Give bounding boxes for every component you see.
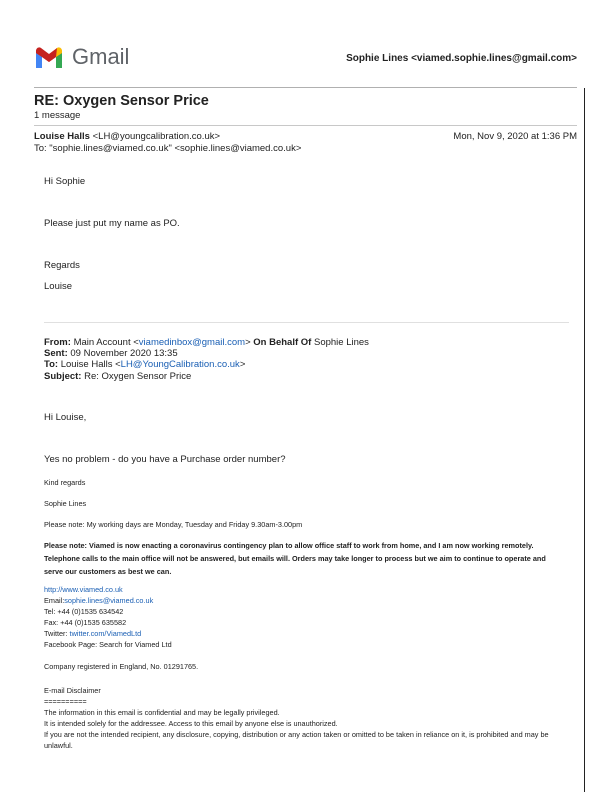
from-label: From: bbox=[44, 337, 71, 348]
contact-block bbox=[44, 584, 564, 650]
kind-regards: Kind regards bbox=[44, 478, 86, 487]
behalf-label: On Behalf Of bbox=[253, 337, 312, 348]
disclaimer-line-2: It is intended solely for the addressee. Access to this email by anyone else is unauthorized. bbox=[44, 719, 338, 728]
quoted-to bbox=[44, 359, 245, 370]
body-regards: Regards bbox=[44, 260, 80, 271]
tel-line: Tel: +44 (0)1535 634542 bbox=[44, 607, 124, 616]
from-email-link[interactable]: viamedinbox@gmail.com bbox=[138, 337, 246, 348]
subject-label: Subject: bbox=[44, 371, 82, 382]
subject-value: Re: Oxygen Sensor Price bbox=[84, 371, 192, 382]
sender bbox=[34, 131, 220, 142]
header-divider bbox=[34, 87, 577, 88]
message-count: 1 message bbox=[34, 110, 81, 121]
quoted-line-1: Yes no problem - do you have a Purchase order number? bbox=[44, 454, 286, 465]
body-line-1: Please just put my name as PO. bbox=[44, 218, 180, 229]
email-line bbox=[44, 595, 564, 606]
quote-divider bbox=[44, 322, 569, 323]
behalf-value: Sophie Lines bbox=[313, 337, 369, 348]
twitter-line bbox=[44, 628, 564, 639]
thread-subject: RE: Oxygen Sensor Price bbox=[34, 93, 209, 109]
body-name: Louise bbox=[44, 281, 72, 292]
account-label: Sophie Lines <viamed.sophie.lines@gmail.com> bbox=[346, 53, 577, 64]
website-link[interactable]: http://www.viamed.co.uk bbox=[44, 585, 123, 594]
working-days-note: Please note: My working days are Monday, Tuesday and Friday 9.30am-3.00pm bbox=[44, 520, 303, 529]
sender-email: <LH@youngcalibration.co.uk> bbox=[92, 131, 221, 142]
disclaimer-line-3: If you are not the intended recipient, any disclosure, copying, distribution or any action taken or omitted to be taken in reliance on it, is prohibited and may be bbox=[44, 730, 549, 739]
notice-line-3: serve our customers as best we can. bbox=[44, 567, 172, 576]
gmail-logo bbox=[34, 44, 134, 70]
sent-label: Sent: bbox=[44, 348, 68, 359]
disclaimer-rule: ========== bbox=[44, 697, 87, 706]
coronavirus-notice bbox=[44, 540, 574, 577]
page-edge-line bbox=[584, 88, 585, 792]
message-date: Mon, Nov 9, 2020 at 1:36 PM bbox=[453, 131, 577, 142]
signer-name: Sophie Lines bbox=[44, 499, 87, 508]
recipient-line: To: "sophie.lines@viamed.co.uk" <sophie.lines@viamed.co.uk> bbox=[34, 143, 302, 154]
fax-line: Fax: +44 (0)1535 635582 bbox=[44, 618, 127, 627]
quoted-sent bbox=[44, 348, 178, 359]
disclaimer bbox=[44, 685, 574, 751]
company-registration: Company registered in England, No. 01291765. bbox=[44, 662, 199, 671]
sent-value: 09 November 2020 13:35 bbox=[70, 348, 178, 359]
disclaimer-title: E-mail Disclaimer bbox=[44, 686, 101, 695]
email-label: Email: bbox=[44, 596, 65, 605]
body-greeting: Hi Sophie bbox=[44, 176, 86, 187]
quoted-subject bbox=[44, 371, 191, 382]
notice-line-1: Please note: Viamed is now enacting a coronavirus contingency plan to allow office staff to work from home, and I am now working remotely. bbox=[44, 541, 534, 550]
from-close: > bbox=[245, 337, 251, 348]
twitter-link[interactable]: twitter.com/ViamedLtd bbox=[69, 629, 142, 638]
sender-name: Louise Halls bbox=[34, 131, 90, 142]
thread-divider bbox=[34, 125, 577, 126]
notice-line-2: Telephone calls to the main office will not be answered, but emails will. Orders may take longer to process but we aim to continue to operate and bbox=[44, 554, 546, 563]
disclaimer-line-4: unlawful. bbox=[44, 741, 73, 750]
from-value: Main Account < bbox=[73, 337, 139, 348]
to-label: To: bbox=[44, 359, 59, 370]
to-value: Louise Halls < bbox=[60, 359, 121, 370]
email-link[interactable]: sophie.lines@viamed.co.uk bbox=[64, 596, 154, 605]
quoted-greeting: Hi Louise, bbox=[44, 412, 87, 423]
quoted-from bbox=[44, 337, 369, 348]
twitter-label: Twitter: bbox=[44, 629, 70, 638]
gmail-m-icon bbox=[34, 46, 64, 68]
to-email-link[interactable]: LH@YoungCalibration.co.uk bbox=[120, 359, 240, 370]
facebook-line: Facebook Page: Search for Viamed Ltd bbox=[44, 640, 172, 649]
to-close: > bbox=[239, 359, 246, 370]
gmail-logo-text: Gmail bbox=[72, 44, 130, 69]
disclaimer-line-1: The information in this email is confidential and may be legally privileged. bbox=[44, 708, 280, 717]
